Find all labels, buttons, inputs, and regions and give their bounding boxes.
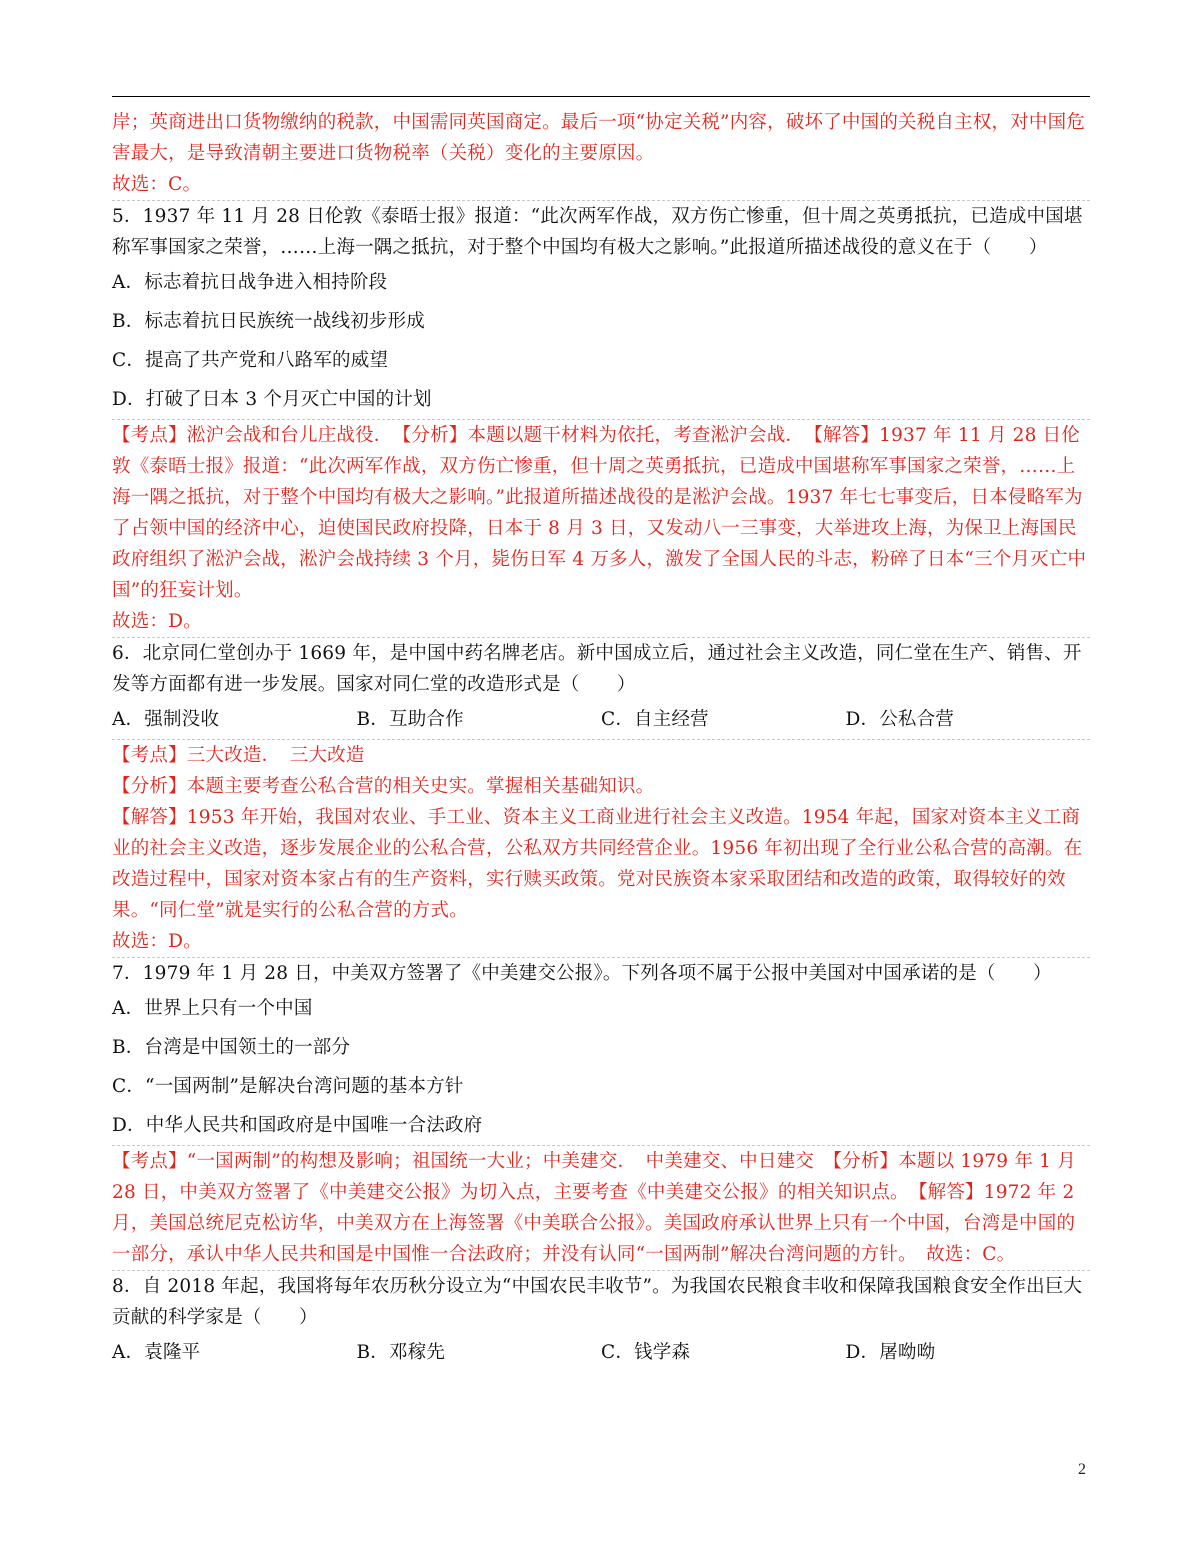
q5-option-d: D．打破了日本 3 个月灭亡中国的计划 [112, 389, 432, 410]
q5-analysis: 【考点】淞沪会战和台儿庄战役． 【分析】本题以题干材料为依托，考查淞沪会战． 【解答】1937 年 11 月 28 日伦敦《泰晤士报》报道：“此次两军作战，双方伤亡惨重，但十周之英勇抵抗，已造成中国堪称军事国家之荣誉，……上海一隅之抵抗，对于整个中国均有极大之影响。”此报道所描述战役的是淞沪会战。1937 年七七事变后，日本侵略军为了占领中国的经济中心，迫使国民政府投降，日本于 8 月 3 日，又发动八一三事变，大举进攻上海，为保卫上海国民政府组织了淞沪会战，淞沪会战持续 3 个月，毙伤日军 4 万多人，激发了全国人民的斗志，粉碎了日本“三个月灭亡中国”的狂妄计划。 [112, 425, 1087, 601]
document-page [112, 96, 1090, 1372]
q6-stem: 6．北京同仁堂创办于 1669 年，是中国中药名牌老店。新中国成立后，通过社会主义改造，同仁堂在生产、销售、开发等方面都有进一步发展。国家对同仁堂的改造形式是（ ） [112, 643, 1082, 695]
q6-option-b: B．互助合作 [356, 709, 464, 730]
q4-analysis-text: 岸；英商进出口货物缴纳的税款，中国需同英国商定。最后一项“协定关税”内容，破坏了中国的关税自主权，对中国危害最大，是导致清朝主要进口货物税率（关税）变化的主要原因。 [112, 112, 1086, 164]
q5-option-c: C．提高了共产党和八路军的威望 [112, 350, 389, 371]
q6-option-c: C．自主经营 [601, 709, 709, 730]
q6-jieda: 【解答】1953 年开始，我国对农业、手工业、资本主义工商业进行社会主义改造。1954 年起，国家对资本主义工商业的社会主义改造，逐步发展企业的公私合营，公私双方共同经营企业。1956 年初出现了全行业公私合营的高潮。在改造过程中，国家对资本家占有的生产资料，实行赎买政策。党对民族资本家采取团结和改造的政策，取得较好的效果。“同仁堂”就是实行的公私合营的方式。 [112, 807, 1083, 921]
q8-option-a: A．袁隆平 [112, 1342, 201, 1363]
q6-answer: 故选：D。 [112, 931, 202, 952]
q7-analysis: 【考点】“一国两制”的构想及影响；祖国统一大业；中美建交． 中美建交、中日建交 【分析】本题以 1979 年 1 月 28 日，中美双方签署了《中美建交公报》为切入点，主要考查《中美建交公报》的相关知识点。 【解答】1972 年 2 月，美国总统尼克松访华，中美双方在上海签署《中美联合公报》。美国政府承认世界上只有一个中国，台湾是中国的一部分，承认中华人民共和国是中国惟一合法政府；并没有认同“一国两制”解决台湾问题的方针。 故选：C。 [112, 1151, 1076, 1265]
q7-stem: 7．1979 年 1 月 28 日，中美双方签署了《中美建交公报》。下列各项不属于公报中美国对中国承诺的是（ ） [112, 963, 1052, 984]
q8-option-b: B．邓稼先 [356, 1342, 446, 1363]
question-8 [112, 1271, 1090, 1372]
q7-option-b: B．台湾是中国领土的一部分 [112, 1037, 351, 1058]
q7-option-d: D．中华人民共和国政府是中国唯一合法政府 [112, 1115, 483, 1136]
q8-option-d: D．屠呦呦 [845, 1342, 936, 1363]
q8-option-c: C．钱学森 [601, 1342, 691, 1363]
question-7 [112, 958, 1090, 1271]
q7-option-a: A．世界上只有一个中国 [112, 998, 313, 1019]
q6-fenxi: 【分析】本题主要考查公私合营的相关史实。掌握相关基础知识。 [112, 776, 655, 797]
q4-answer: 故选：C。 [112, 174, 202, 195]
q4-analysis-carryover [112, 107, 1090, 201]
q6-solution [112, 739, 1090, 958]
q5-solution [112, 419, 1090, 638]
header-rule [112, 96, 1090, 97]
q6-option-d: D．公私合营 [845, 709, 955, 730]
q7-solution [112, 1145, 1090, 1271]
q7-option-c: C．“一国两制”是解决台湾问题的基本方针 [112, 1076, 464, 1097]
q6-options [112, 700, 1090, 739]
q5-option-b: B．标志着抗日民族统一战线初步形成 [112, 311, 425, 332]
question-6 [112, 638, 1090, 958]
q8-options [112, 1333, 1090, 1372]
q8-stem: 8．自 2018 年起，我国将每年农历秋分设立为“中国农民丰收节”。为我国农民粮食丰收和保障我国粮食安全作出巨大贡献的科学家是（ ） [112, 1276, 1083, 1328]
q5-answer: 故选：D。 [112, 611, 202, 632]
q6-option-a: A．强制没收 [112, 709, 220, 730]
question-5 [112, 201, 1090, 638]
page-number: 2 [1078, 1461, 1086, 1478]
q5-stem: 5．1937 年 11 月 28 日伦敦《泰晤士报》报道：“此次两军作战，双方伤亡惨重，但十周之英勇抵抗，已造成中国堪称军事国家之荣誉，……上海一隅之抵抗，对于整个中国均有极大之影响。”此报道所描述战役的意义在于（ ） [112, 206, 1083, 258]
q5-option-a: A．标志着抗日战争进入相持阶段 [112, 272, 388, 293]
q6-kaodian: 【考点】三大改造． 三大改造 [112, 745, 365, 766]
